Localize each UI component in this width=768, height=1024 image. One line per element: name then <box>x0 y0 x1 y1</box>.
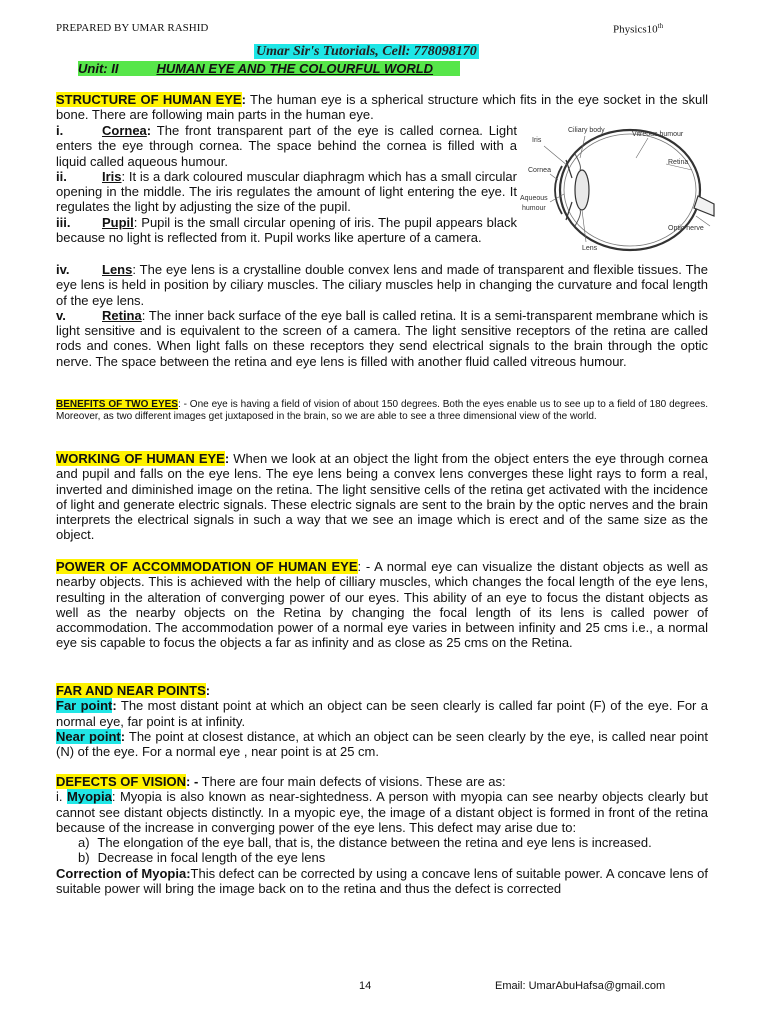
lens-shape <box>575 170 589 210</box>
item-cornea-num: i. <box>56 123 64 138</box>
item-cornea: i. Cornea: The front transparent part of the eye is called cornea. Light enters the eye through cornea. The space behind the cornea is filled with a liquid called aqueous humour. <box>56 123 517 169</box>
cause-b-text: Decrease in focal length of the eye lens <box>97 850 326 866</box>
points-colon: : <box>205 683 211 698</box>
item-pupil-num: iii. <box>56 214 71 230</box>
label-humour: humour <box>522 205 546 212</box>
header-subject-text: Physics10 <box>613 23 658 36</box>
item-retina <box>56 308 708 369</box>
structure-heading: STRUCTURE OF HUMAN EYE <box>56 92 242 107</box>
working-heading: WORKING OF HUMAN EYE <box>56 451 225 466</box>
structure-intro: STRUCTURE OF HUMAN EYE: The human eye is a spherical structure which fits in the eye socket in the skull bone. There are following main parts in the human eye. <box>56 92 708 123</box>
item-cornea-name: Cornea <box>102 123 147 138</box>
power-text: : - A normal eye can visualize the distant objects as well as nearby objects. This is achieved with the help of cilliary muscles, which changes the focal length of the eye lens, resulting in the alteration of converging power of our eyes. This ability of an eye to focus the distant objects as well as the nearby objects on the Retina by changing the focal length of its lens is called power of accommodation. The accommodation power of a normal eye varies in between infinity and 25 cms i.e., a normal eye sis capable to focus the objects a far as infinity and as close as 25 cms on the Retina. <box>56 559 708 651</box>
tutorial-title-text: Umar Sir's Tutorials, Cell: 778098170 <box>256 44 477 59</box>
far-point-label: Far point <box>56 698 113 714</box>
label-lens: Lens <box>582 245 598 252</box>
label-iris: Iris <box>532 137 542 144</box>
label-optic-nerve: Optic nerve <box>668 225 704 232</box>
item-cornea-text: The front transparent part of the eye is called cornea. Light enters the eye through cornea. The space behind the cornea is filled with a liquid called aqueous humour. <box>56 123 517 169</box>
item-retina-text: : The inner back surface of the eye ball is called retina. It is a semi-transparent membrane which is light sensitive and is equivalent to the screen of a camera. The light sensitive receptors of the retina are called rods and cones. When light falls on these receptors they send electrical signals to the brain through the optic nerve. The space between the retina and eye lens is filled with another fluid called vitreous humour. <box>56 307 708 369</box>
eye-diagram <box>520 118 720 258</box>
optic-nerve-shape <box>694 196 714 216</box>
item-pupil <box>56 215 517 246</box>
working-section: WORKING OF HUMAN EYE: When we look at an object the light from the object enters the eye through cornea and pupil and falls on the eye lens. The eye lens being a convex lens converges these light rays to form a real, inverted and diminished image on the retina. The light sensitive cells of the retina get activated with the incidence of light and generate electric signals. These electric signals are sent to the brain by the optic nerves and the brain interprets the electrical signals in such a way that we see an image which is erect and of the same size as the object. <box>56 451 708 543</box>
far-point-text: The most distant point at which an object can be seen clearly is called far point (F) of the eye. For a normal eye, far point is at infinity. <box>56 698 708 729</box>
myopia-paragraph <box>56 789 708 835</box>
unit-label: Unit: II <box>78 61 119 76</box>
near-point-text: The point at closest distance, at which an object can be seen clearly by the eye, is called near point (N) of the eye. For a normal eye , near point is at 25 cm. <box>56 728 708 760</box>
myopia-cause-b <box>56 850 708 865</box>
item-lens-name: Lens <box>102 262 133 277</box>
item-retina-num: v. <box>56 307 66 323</box>
points-heading: FAR AND NEAR POINTS <box>56 683 206 698</box>
defects-heading: DEFECTS OF VISION <box>56 774 187 789</box>
header-subject-sup: th <box>657 22 664 30</box>
cause-b-num: b) <box>78 850 90 866</box>
header-subject <box>613 22 663 36</box>
cause-a-num: a) <box>78 835 90 851</box>
defects-heading-suffix: : - <box>186 774 199 789</box>
benefits-section <box>56 399 708 423</box>
item-pupil-name: Pupil <box>102 214 134 230</box>
structure-intro-text: The human eye is a spherical structure which fits in the eye socket in the skull bone. There are following main parts in the human eye. <box>56 92 708 123</box>
myopia-text: : Myopia is also known as near-sightedness. A person with myopia can see nearby objects clearly but cannot see distant objects distinctly. In a myopic eye, the image of a distant object is formed in front of the retina because of the increase in converging power of the eye lens. This defect may arise due to: <box>56 789 708 835</box>
structure-items-wide <box>56 262 708 369</box>
unit-name: HUMAN EYE AND THE COLOURFUL WORLD <box>156 61 434 76</box>
near-point-label: Near point <box>56 728 121 744</box>
item-iris-num: ii. <box>56 168 67 184</box>
item-iris-name: Iris <box>102 168 122 184</box>
benefits-heading: BENEFITS OF TWO EYES <box>56 399 178 410</box>
myopia-correction <box>56 866 708 897</box>
page-number: 14 <box>359 980 372 992</box>
item-lens <box>56 262 708 308</box>
defects-intro <box>56 774 708 789</box>
tutorial-title <box>254 42 479 60</box>
points-heading-line <box>56 683 708 698</box>
near-point: Near point: The point at closest distance, at which an object can be seen clearly by the eye, is called near point (N) of the eye. For a normal eye , near point is at 25 cm. <box>56 728 708 760</box>
item-retina-name: Retina <box>102 307 142 323</box>
defects-section <box>56 774 708 896</box>
label-cornea: Cornea <box>528 167 551 174</box>
footer-email: Email: UmarAbuHafsa@gmail.com <box>495 980 666 992</box>
power-heading: POWER OF ACCOMMODATION OF HUMAN EYE <box>56 559 358 574</box>
cause-a-text: The elongation of the eye ball, that is, the distance between the retina and eye lens is increased. <box>97 835 652 851</box>
item-iris-text: : It is a dark coloured muscular diaphragm which has a small circular opening in the middle. The iris regulates the amount of light entering the eye. It regulates the light by adjusting the size of the pupil. <box>56 168 517 215</box>
myopia-cause-a <box>56 835 708 850</box>
correction-text: This defect can be corrected by using a concave lens of suitable power. A concave lens of suitable power will bring the image back on to the retina and thus the defect is corrected <box>56 865 708 897</box>
header-prepared-by: PREPARED BY UMAR RASHID <box>56 22 209 34</box>
correction-label: Correction of Myopia: <box>56 865 191 881</box>
unit-heading <box>78 60 460 78</box>
benefits-text: : - One eye is having a field of vision of about 150 degrees. Both the eyes enable us to see up to a field of 180 degrees. Moreover, as two different images get juxtaposed in the brain, so we are able to see a three dimensional view of the world. <box>56 399 708 422</box>
item-lens-text: : The eye lens is a crystalline double convex lens and made of transparent and flexible tissues. The eye lens is held in position by ciliary muscles. The ciliary muscles help in changing the curvature and focal length of the eye lens. <box>56 262 708 308</box>
item-iris <box>56 169 517 215</box>
label-ciliary-body: Ciliary body <box>568 127 605 134</box>
far-point: Far point: The most distant point at which an object can be seen clearly is called far point (F) of the eye. For a normal eye, far point is at infinity. <box>56 698 708 729</box>
defects-intro-text: There are four main defects of visions. These are as: <box>198 774 506 789</box>
label-aqueous: Aqueous <box>520 195 548 202</box>
myopia-label: Myopia <box>67 789 112 805</box>
points-section <box>56 683 708 759</box>
myopia-prefix: i. <box>56 789 68 805</box>
label-retina: Retina <box>668 159 689 166</box>
item-lens-num: iv. <box>56 262 70 277</box>
working-text: When we look at an object the light from the object enters the eye through cornea and pupil and falls on the eye lens. The eye lens being a convex lens converges these light rays to form a real, inverted and diminished image on the retina. The light sensitive cells of the retina get activated with the incidence of light and generate electric signals. These electric signals are sent to the brain by the optic nerves and the brain interprets the electrical signals in such a way that we see an image which is erect and of the same size as the object. <box>56 451 708 543</box>
structure-items-narrow <box>56 123 517 245</box>
label-vitreous-humour: Vitreous humour <box>632 131 684 138</box>
power-section <box>56 559 708 651</box>
item-pupil-text: : Pupil is the small circular opening of iris. The pupil appears black because no light is reflected from it. Pupil works like aperture of a camera. <box>56 214 517 246</box>
